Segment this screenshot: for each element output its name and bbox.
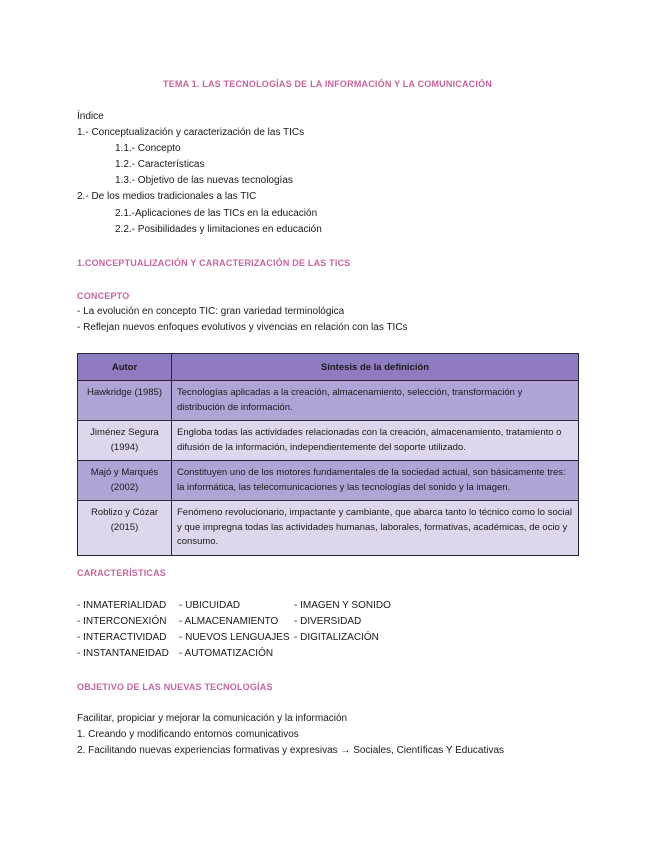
table-cell-author: Hawkridge (1985) xyxy=(78,381,172,421)
index-item: 1.3.- Objetivo de las nuevas tecnologías xyxy=(115,175,293,186)
caracteristicas-column-2 xyxy=(179,598,290,662)
index-item: 1.2.- Características xyxy=(115,159,205,170)
index-heading: Índice xyxy=(77,111,104,122)
list-item: - NUEVOS LENGUAJES xyxy=(179,632,290,643)
caracteristicas-column-1 xyxy=(77,598,169,662)
table-row xyxy=(78,501,579,556)
index-item: 1.1.- Concepto xyxy=(115,143,181,154)
list-item: - INSTANTANEIDAD xyxy=(77,648,169,659)
caracteristicas-heading: CARACTERÍSTICAS xyxy=(77,568,167,578)
list-item: - AUTOMATIZACIÓN xyxy=(179,648,274,659)
table-cell-author: Jiménez Segura (1994) xyxy=(78,421,172,461)
document-title: TEMA 1. LAS TECNOLOGÍAS DE LA INFORMACIÓN Y LA COMUNICACIÓN xyxy=(163,79,492,89)
list-item: - DIGITALIZACIÓN xyxy=(294,632,379,643)
index-item: 2.- De los medios tradicionales a las TIC xyxy=(77,191,257,202)
index-item: 2.1.-Aplicaciones de las TICs en la educación xyxy=(115,208,318,219)
table-cell-definition: Tecnologías aplicadas a la creación, almacenamiento, selección, transformación y distribución de información. xyxy=(172,381,579,421)
objetivo-line: 1. Creando y modificando entornos comunicativos xyxy=(77,729,299,740)
concepto-line: - Reflejan nuevos enfoques evolutivos y vivencias en relación con las TICs xyxy=(77,322,408,333)
table-header-author: Autor xyxy=(78,354,172,381)
concepto-heading: CONCEPTO xyxy=(77,291,130,301)
objetivo-line: 2. Facilitando nuevas experiencias formativas y expresivas → Sociales, Científicas Y Educativas xyxy=(77,745,505,756)
list-item: - INMATERIALIDAD xyxy=(77,600,167,611)
table-row xyxy=(78,461,579,501)
list-item: - IMAGEN Y SONIDO xyxy=(294,600,391,611)
objetivo-line: Facilitar, propiciar y mejorar la comunicación y la información xyxy=(77,713,348,724)
table-row xyxy=(78,421,579,461)
concepto-line: - La evolución en concepto TIC: gran variedad terminológica xyxy=(77,306,345,317)
index-item: 1.- Conceptualización y caracterización de las TICs xyxy=(77,127,305,138)
index-item: 2.2.- Posibilidades y limitaciones en educación xyxy=(115,224,322,235)
table-cell-definition: Engloba todas las actividades relacionadas con la creación, almacenamiento, tratamiento o difusión de la información, independientemente del soporte utilizado. xyxy=(172,421,579,461)
table-cell-definition: Fenómeno revolucionario, impactante y cambiante, que abarca tanto lo técnico como lo social y que impregna todas las actividades humanas, laborales, formativas, académicas, de ocio y consumo. xyxy=(172,501,579,556)
objetivo-heading: OBJETIVO DE LAS NUEVAS TECNOLOGÍAS xyxy=(77,682,273,692)
list-item: - DIVERSIDAD xyxy=(294,616,362,627)
list-item: - INTERCONEXIÓN xyxy=(77,616,167,627)
table-header-definition: Síntesis de la definición xyxy=(172,354,579,381)
list-item: - UBICUIDAD xyxy=(179,600,241,611)
table-cell-definition: Constituyen uno de los motores fundamentales de la sociedad actual, son básicamente tres: la informática, las telecomunicaciones y las tecnologías del sonido y la imagen. xyxy=(172,461,579,501)
definitions-table xyxy=(77,353,579,556)
table-row xyxy=(78,381,579,421)
list-item: - ALMACENAMIENTO xyxy=(179,616,279,627)
list-item: - INTERACTIVIDAD xyxy=(77,632,167,643)
section-heading: 1.CONCEPTUALIZACIÓN Y CARACTERIZACIÓN DE LAS TICS xyxy=(77,258,351,268)
table-cell-author: Roblizo y Cózar (2015) xyxy=(78,501,172,556)
caracteristicas-column-3 xyxy=(294,598,391,646)
table-cell-author: Majó y Marqués (2002) xyxy=(78,461,172,501)
